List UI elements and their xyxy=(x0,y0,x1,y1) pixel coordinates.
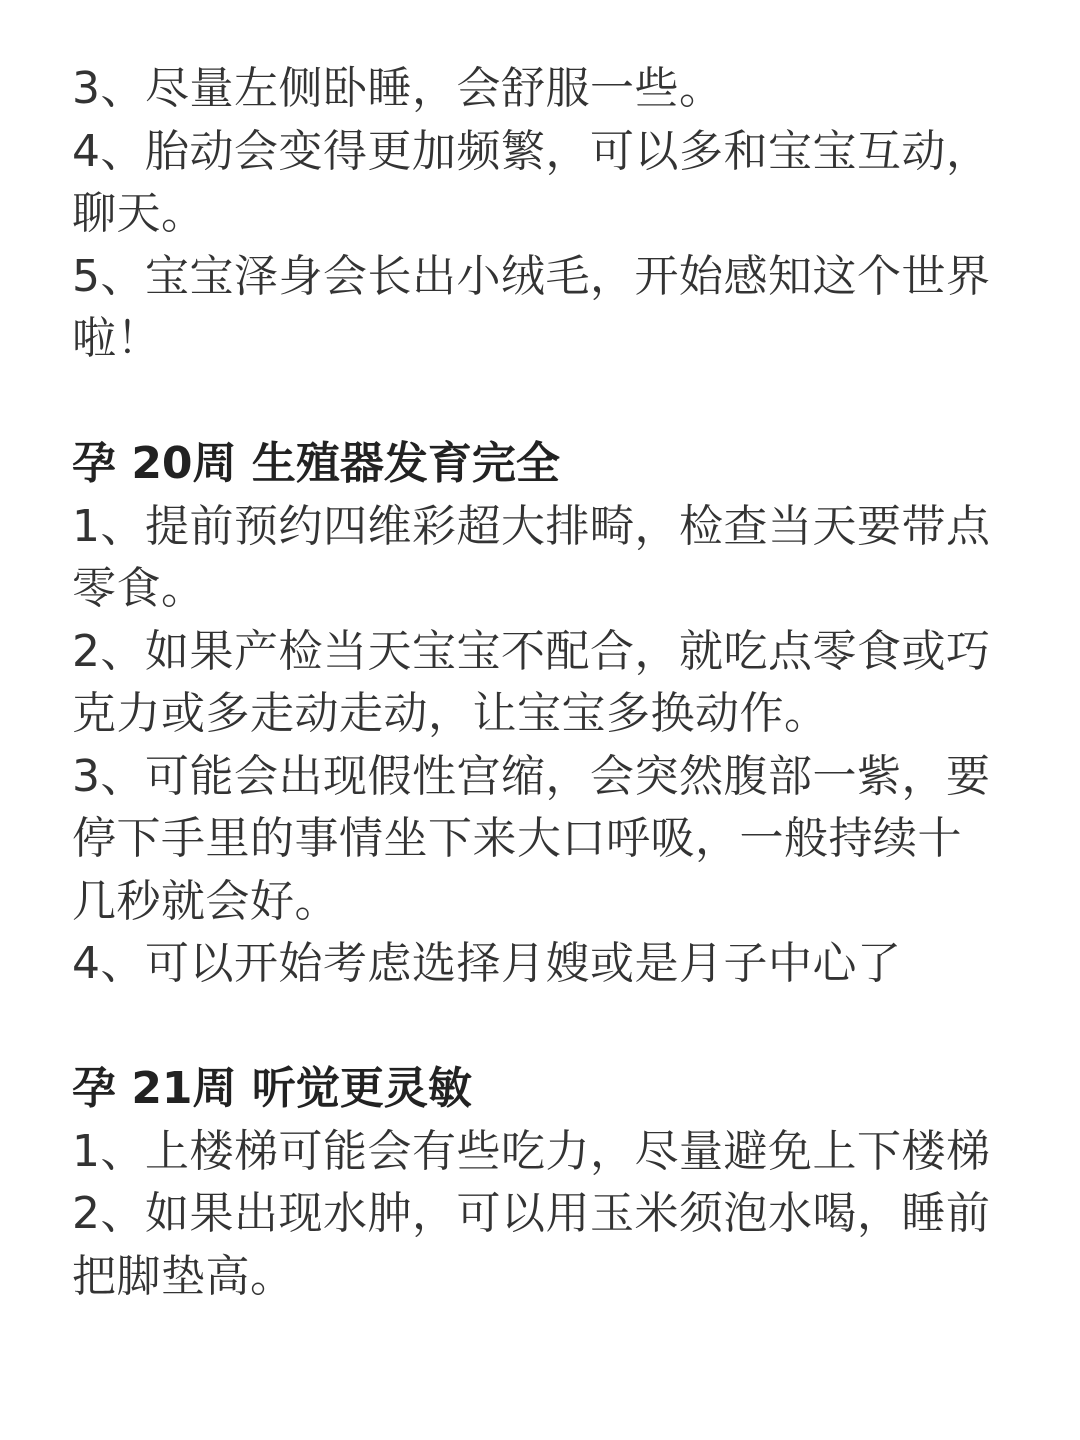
week-21-heading: 孕 21周 听觉更灵敏 xyxy=(72,1063,472,1114)
text-line: 4、可以开始考虑选择月嫂或是月子中心了 xyxy=(72,938,902,989)
text-line: 1、提前预约四维彩超大排畸，检查当天要带点 xyxy=(72,500,991,552)
text-line: 聊天。 xyxy=(72,188,206,239)
text-line: 3、可能会出现假性宫缩，会突然腹部一紫，要 xyxy=(72,750,991,802)
text-line: 3、尽量左侧卧睡，会舒服一些。 xyxy=(72,63,724,114)
text-line: 克力或多走动走动，让宝宝多换动作。 xyxy=(72,688,829,739)
text-line: 2、如果出现水肿，可以用玉米须泡水喝，睡前 xyxy=(72,1188,991,1239)
text-line: 把脚垫高。 xyxy=(72,1250,295,1302)
article-body xyxy=(72,58,1022,1308)
text-line: 1、上楼梯可能会有些吃力，尽量避免上下楼梯 xyxy=(72,1125,991,1177)
week-20-heading: 孕 20周 生殖器发育完全 xyxy=(72,438,560,489)
text-line: 几秒就会好。 xyxy=(72,875,339,927)
section-gap xyxy=(72,371,1022,434)
week-21-section xyxy=(72,1058,1022,1308)
text-line: 4、胎动会变得更加频繁，可以多和宝宝互动， xyxy=(72,125,991,177)
text-line: 啦！ xyxy=(72,313,161,364)
week-20-section xyxy=(72,433,1022,996)
section-gap xyxy=(72,996,1022,1059)
text-line: 5、宝宝泽身会长出小绒毛，开始感知这个世界 xyxy=(72,250,991,302)
intro-section xyxy=(72,58,1022,371)
text-line: 零食。 xyxy=(72,563,206,614)
text-line: 2、如果产检当天宝宝不配合，就吃点零食或巧 xyxy=(72,625,991,677)
text-line: 停下手里的事情坐下来大口呼吸，一般持续十 xyxy=(72,813,962,864)
